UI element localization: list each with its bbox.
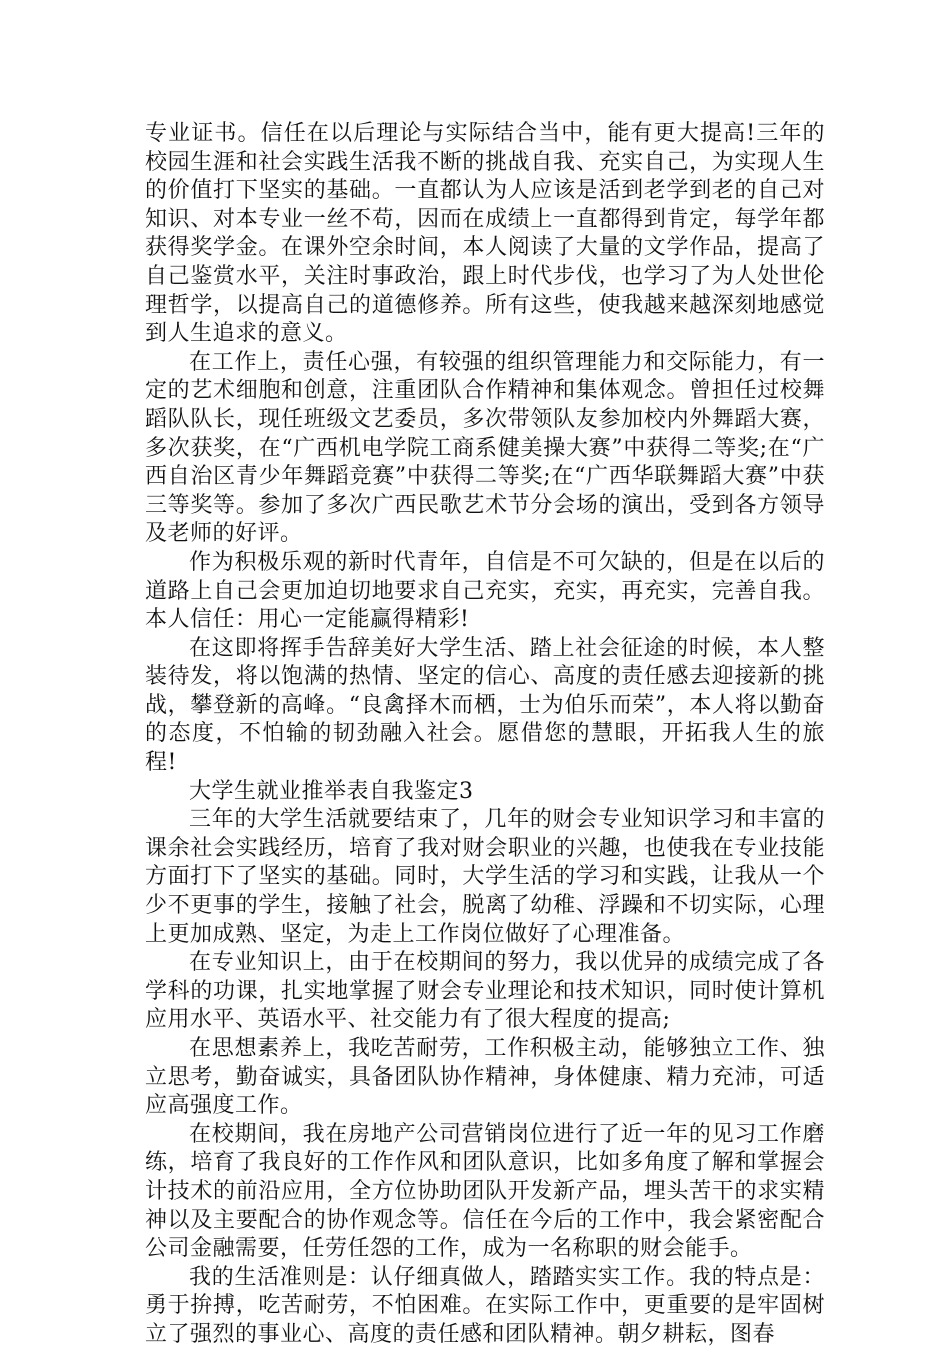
paragraph-continued: 专业证书。信任在以后理论与实际结合当中，能有更大提高!三年的校园生涯和社会实践生活我不断的挑战自我、充实自己，为实现人生的价值打下坚实的基础。一直都认为人应该是活到老学到老的自己对知识、对本专业一丝不苟，因而在成绩上一直都得到肯定，每学年都获得奖学金。在课外空余时间，本人阅读了大量的文学作品，提高了自己鉴赏水平，关注时事政治，跟上时代步伐，也学习了为人处世伦理哲学，以提高自己的道德修养。所有这些，使我越来越深刻地感觉到人生追求的意义。 [145, 121, 825, 347]
paragraph-work: 在工作上，责任心强，有较强的组织管理能力和交际能力，有一定的艺术细胞和创意，注重团队合作精神和集体观念。曾担任过校舞蹈队队长，现任班级文艺委员，多次带领队友参加校内外舞蹈大赛，多次获奖，在“广西机电学院工商系健美操大赛”中获得二等奖;在“广西自治区青少年舞蹈竞赛”中获得二等奖;在“广西华联舞蹈大赛”中获三等奖等。参加了多次广西民歌艺术节分会场的演出，受到各方领导及老师的好评。 [145, 349, 825, 547]
paragraph-principles: 我的生活准则是：认仔细真做人，踏踏实实工作。我的特点是：勇于拚搏，吃苦耐劳，不怕困难。在实际工作中，更重要的是牢固树立了强烈的事业心、高度的责任感和团队精神。朝夕耕耘，图春 [145, 1264, 825, 1347]
paragraph-internship: 在校期间，我在房地产公司营销岗位进行了近一年的见习工作磨练，培育了我良好的工作作风和团队意识，比如多角度了解和掌握会计技术的前沿应用，全方位协助团队开发新产品，埋头苦干的求实精神以及主要配合的协作观念等。信任在今后的工作中，我会紧密配合公司金融需要，任劳任怨的工作，成为一名称职的财会能手。 [145, 1121, 825, 1262]
paragraph-character: 在思想素养上，我吃苦耐劳，工作积极主动，能够独立工作、独立思考，勤奋诚实，具备团队协作精神，身体健康、精力充沛，可适应高强度工作。 [145, 1036, 825, 1119]
paragraph-farewell: 在这即将挥手告辞美好大学生活、踏上社会征途的时候，本人整装待发，将以饱满的热情、坚定的信心、高度的责任感去迎接新的挑战，攀登新的高峰。“良禽择木而栖，士为伯乐而荣”，本人将以勤奋的态度，不怕输的韧劲融入社会。愿借您的慧眼，开拓我人生的旅程! [145, 635, 825, 776]
paragraph-knowledge: 在专业知识上，由于在校期间的努力，我以优异的成绩完成了各学科的功课，扎实地掌握了财会专业理论和技术知识，同时使计算机应用水平、英语水平、社交能力有了很大程度的提高; [145, 950, 825, 1033]
document-page [145, 120, 825, 1350]
paragraph-intro: 三年的大学生活就要结束了，几年的财会专业知识学习和丰富的课余社会实践经历，培育了我对财会职业的兴趣，也使我在专业技能方面打下了坚实的基础。同时，大学生活的学习和实践，让我从一个少不更事的学生，接触了社会，脱离了幼稚、浮躁和不切实际，心理上更加成熟、坚定，为走上工作岗位做好了心理准备。 [145, 807, 825, 947]
section-heading: 大学生就业推举表自我鉴定3 [189, 778, 474, 804]
paragraph-confidence: 作为积极乐观的新时代青年，自信是不可欠缺的，但是在以后的道路上自己会更加迫切地要求自己充实，充实，再充实，完善自我。本人信任：用心一定能赢得精彩! [145, 549, 825, 633]
